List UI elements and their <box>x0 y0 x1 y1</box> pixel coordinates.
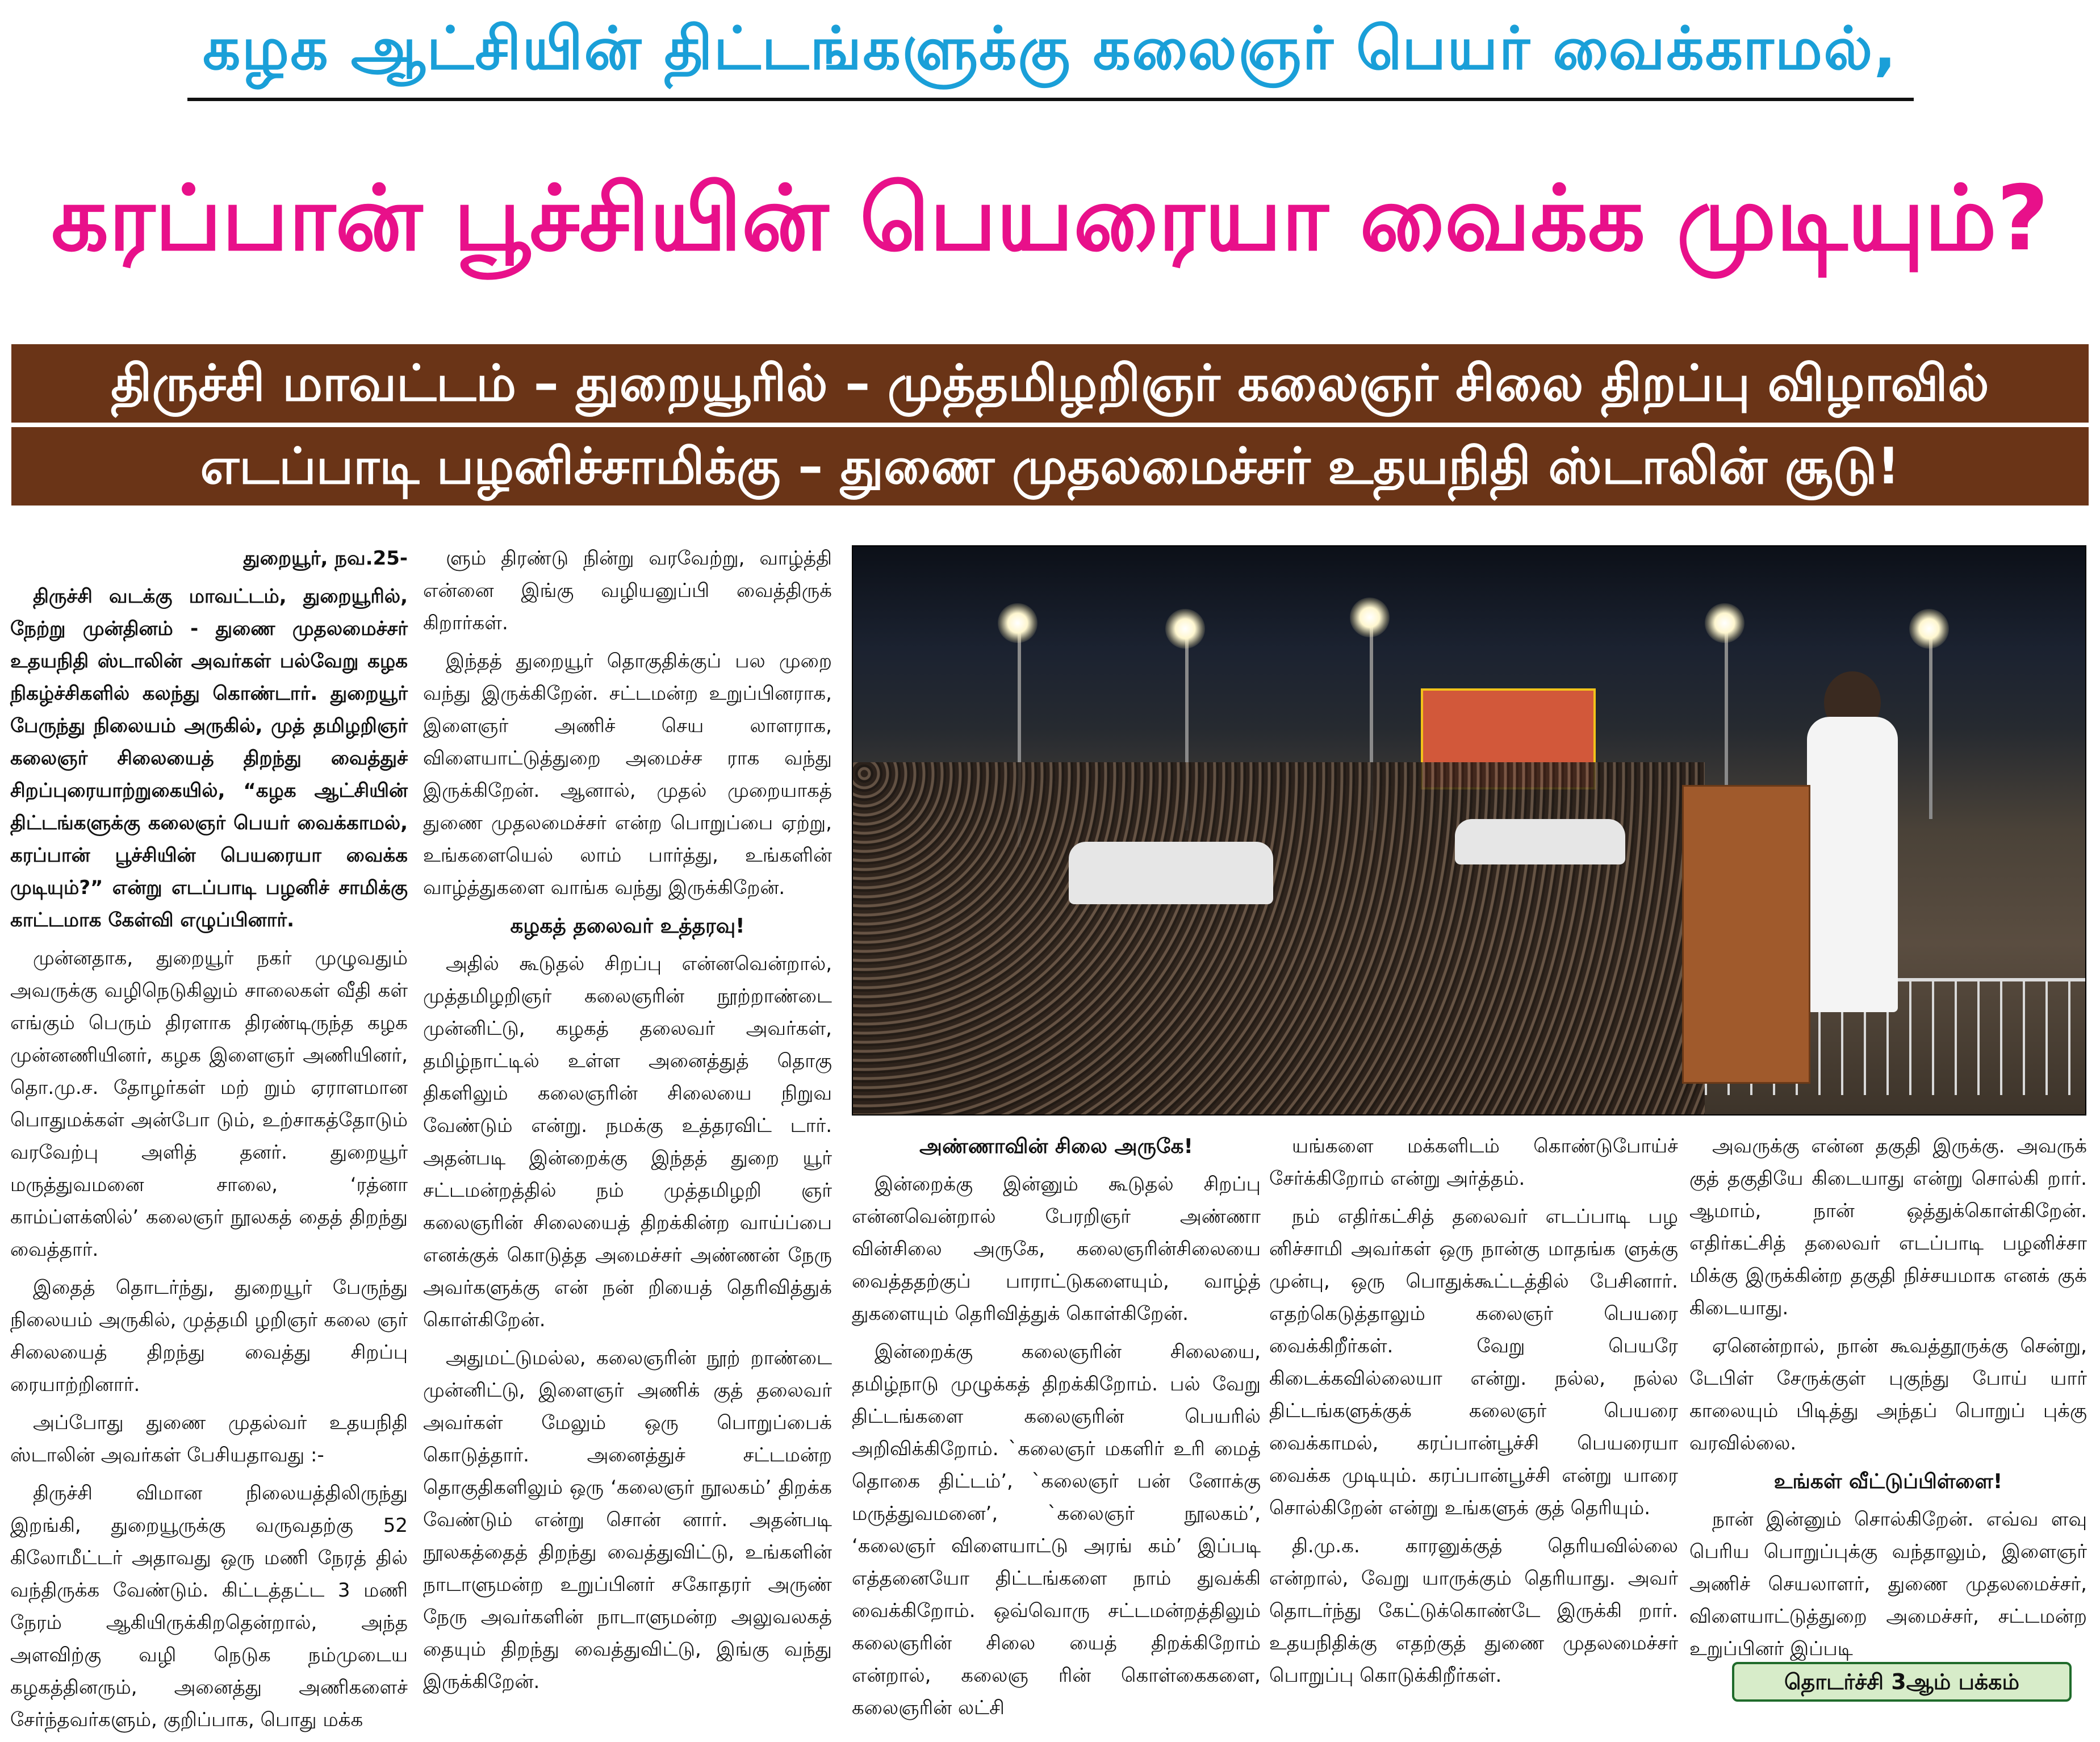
kicker-rule <box>187 98 1914 101</box>
floodlight <box>1705 603 1745 643</box>
podium <box>1682 785 1810 1084</box>
crowd <box>853 762 1705 1114</box>
paragraph: திருச்சி விமான நிலையத்திலிருந்து இறங்கி, துறையூருக்கு வருவதற்கு 52 கிலோமீட்டர் அதாவது ஒரு மணி நேரத் தில் வந்திருக்க வேண்டும். கிட்டத்தட்ட 3 மணி நேரம் ஆகியிருக்கிறதென்றால், அந்த அளவிற்கு வழி நெடுக நம்முடைய கழகத்தினரும், அனைத்து அணிகளைச் சேர்ந்தவர்களும், குறிப்பாக, பொது மக்க <box>10 1482 408 1731</box>
paragraph: தி.மு.க. காரனுக்குத் தெரியவில்லை என்றால், வேறு யாருக்கும் தெரியாது. அவர் தொடர்ந்து கேட்டுக்கொண்டே இருக்கி றார். உதயநிதிக்கு எதற்குத் துணை முதலமைச்சர் பொறுப்பு கொடுக்கிறீர்கள். <box>1269 1535 1678 1687</box>
article-column-2 <box>423 542 832 1704</box>
article-column-4 <box>1269 1130 1678 1698</box>
paragraph: இன்றைக்கு இன்னும் கூடுதல் சிறப்பு என்னவென்றால் பேரறிஞர் அண்ணா வின்சிலை அருகே, கலைஞரின்சிலையை வைத்ததற்குப் பாராட்டுகளையும், வாழ்த் துகளையும் தெரிவித்துக் கொள்கிறேன். <box>852 1173 1261 1325</box>
article-column-5 <box>1689 1130 2087 1671</box>
paragraph: யங்களை மக்களிடம் கொண்டுபோய்ச் சேர்க்கிறோம் என்று அர்த்தம். <box>1269 1135 1678 1190</box>
paragraph: திருச்சி வடக்கு மாவட்டம், துறையூரில், நேற்று முன்தினம் - துணை முதலமைச்சர் உதயநிதி ஸ்டாலின் அவர்கள் பல்வேறு கழக நிகழ்ச்சிகளில் கலந்து கொண்டார். துறையூர் பேருந்து நிலையம் அருகில், முத் தமிழறிஞர் கலைஞர் சிலையைத் திறந்து வைத்துச் சிறப்புரையாற்றுகையில், “கழக ஆட்சியின் திட்டங்களுக்கு கலைஞர் பெயர் வைக்காமல், கரப்பான் பூச்சியின் பெயரையா வைக்க முடியும்?” என்று எடப்பாடி பழனிச் சாமிக்கு காட்டமாக கேள்வி எழுப்பினார். <box>10 585 408 931</box>
paragraph: ளும் திரண்டு நின்று வரவேற்று, வாழ்த்தி என்னை இங்கு வழியனுப்பி வைத்திருக் கிறார்கள். <box>423 547 832 634</box>
paragraph: அவருக்கு என்ன தகுதி இருக்கு. அவருக் குத் தகுதியே கிடையாது என்று சொல்கி றார். ஆமாம், நான் ஒத்துக்கொள்கிறேன். எதிர்கட்சித் தலைவர் எடப்பாடி பழனிச்சா மிக்கு இருக்கின்ற தகுதி நிச்சயமாக எனக் குக் கிடையாது. <box>1689 1135 2087 1319</box>
paragraph: நான் இன்னும் சொல்கிறேன். எவ்வ ளவு பெரிய பொறுப்புக்கு வந்தாலும், இளைஞர் அணிச் செயலாளர், துணை முதலமைச்சர், விளையாட்டுத்துறை அமைச்சர், சட்டமன்ற உறுப்பினர் இப்படி <box>1689 1508 2087 1660</box>
dateline: துறையூர், நவ.25- <box>243 547 408 570</box>
event-photo <box>852 545 2086 1116</box>
article-column-1 <box>10 542 408 1742</box>
banner-line-1: திருச்சி மாவட்டம் – துறையூரில் – முத்தமிழறிஞர் கலைஞர் சிலை திறப்பு விழாவில் <box>11 344 2089 423</box>
subheadline-banner <box>11 339 2089 506</box>
car <box>1069 842 1273 904</box>
subheading: உங்கள் வீட்டுப்பிள்ளை! <box>1773 1470 2003 1493</box>
paragraph: ஏனென்றால், நான் கூவத்தூருக்கு சென்று, டேபிள் சேருக்குள் புகுந்து போய் யார் காலையும் பிடித்து அந்தப் பொறுப் புக்கு வரவில்லை. <box>1689 1335 2087 1455</box>
speaker <box>1807 717 1898 1012</box>
paragraph: இதைத் தொடர்ந்து, துறையூர் பேருந்து நிலையம் அருகில், முத்தமி ழறிஞர் கலை ஞர் சிலையைத் திறந்து வைத்து சிறப்பு ரையாற்றினார். <box>10 1276 408 1396</box>
paragraph: இன்றைக்கு கலைஞரின் சிலையை, தமிழ்நாடு முழுக்கத் திறக்கிறோம். பல் வேறு திட்டங்களை கலைஞரின் பெயரில் அறிவிக்கிறோம். `கலைஞர் மகளிர் உரி மைத் தொகை திட்டம்’, `கலைஞர் பன் னோக்கு மருத்துவமனை’, `கலைஞர் நூலகம்’, ‘கலைஞர் விளையாட்டு அரங் கம்’ இப்படி எத்தனையோ திட்டங்களை நாம் துவக்கி வைக்கிறோம். ஒவ்வொரு சட்டமன்றத்திலும் கலைஞரின் சிலை யைத் திறக்கிறோம் என்றால், கலைஞ ரின் கொள்கைகளை, கலைஞரின் லட்சி <box>852 1340 1261 1719</box>
main-headline: கரப்பான் பூச்சியின் பெயரையா வைக்க முடியும்? <box>51 166 2049 271</box>
paragraph: அப்போது துணை முதல்வர் உதயநிதி ஸ்டாலின் அவர்கள் பேசியதாவது :- <box>10 1411 408 1467</box>
banner-line-2: எடப்பாடி பழனிச்சாமிக்கு – துணை முதலமைச்சர் உதயநிதி ஸ்டாலின் சூடு! <box>11 427 2089 506</box>
floodlight <box>1165 609 1205 649</box>
paragraph: முன்னதாக, துறையூர் நகர் முழுவதும் அவருக்கு வழிநெடுகிலும் சாலைகள் வீதி கள் எங்கும் பெரும் திரளாக திரண்டிருந்த கழக முன்னணியினர், கழக இளைஞர் அணியினர், தொ.மு.ச. தோழர்கள் மற் றும் ஏராளமான பொதுமக்கள் அன்போ டும், உற்சாகத்தோடும் வரவேற்பு அளித் தனர். துறையூர் மருத்துவமனை சாலை, ‘ரத்னா காம்ப்ளக்ஸில்’ கலைஞர் நூலகத் தைத் திறந்து வைத்தார். <box>10 947 408 1261</box>
continued-on-page-box: தொடர்ச்சி 3ஆம் பக்கம் <box>1732 1662 2072 1702</box>
paragraph: அதில் கூடுதல் சிறப்பு என்னவென்றால், முத்தமிழறிஞர் கலைஞரின் நூற்றாண்டை முன்னிட்டு, கழகத் தலைவர் அவர்கள், தமிழ்நாட்டில் உள்ள அனைத்துத் தொகு திகளிலும் கலைஞரின் சிலையை நிறுவ வேண்டும் என்று. நமக்கு உத்தரவிட் டார். அதன்படி இன்றைக்கு இந்தத் துறை யூர் சட்டமன்றத்தில் நம் முத்தமிழறி ஞர் கலைஞரின் சிலையைத் திறக்கின்ற வாய்ப்பை எனக்குக் கொடுத்த அமைச்சர் அண்ணன் நேரு அவர்களுக்கு என் நன் றியைத் தெரிவித்துக் கொள்கிறேன். <box>423 953 832 1331</box>
floodlight <box>998 603 1038 643</box>
kicker-headline: கழக ஆட்சியின் திட்டங்களுக்கு கலைஞர் பெயர் வைக்காமல், <box>202 14 1897 83</box>
subheading: கழகத் தலைவர் உத்தரவு! <box>510 914 745 938</box>
subheading: அண்ணாவின் சிலை அருகே! <box>919 1135 1193 1158</box>
article-column-3 <box>852 1130 1261 1730</box>
paragraph: இந்தத் துறையூர் தொகுதிக்குப் பல முறை வந்து இருக்கிறேன். சட்டமன்ற உறுப்பினராக, இளைஞர் அணிச் செய லாளராக, விளையாட்டுத்துறை அமைச்ச ராக வந்து இருக்கிறேன். ஆனால், முதல் முறையாகத் துணை முதலமைச்சர் என்ற பொறுப்பை ஏற்று, உங்களையெல் லாம் பார்த்து, உங்களின் வாழ்த்துகளை வாங்க வந்து இருக்கிறேன். <box>423 650 832 899</box>
floodlight <box>1350 598 1390 637</box>
paragraph: நம் எதிர்கட்சித் தலைவர் எடப்பாடி பழ னிச்சாமி அவர்கள் ஒரு நான்கு மாதங்க ளுக்கு முன்பு, ஒரு பொதுக்கூட்டத்தில் பேசினார். எதற்கெடுத்தாலும் கலைஞர் பெயரை வைக்கிறீர்கள். வேறு பெயரே கிடைக்கவில்லையா என்று. நல்ல, நல்ல திட்டங்களுக்குக் கலைஞர் பெயரை வைக்காமல், கரப்பான்பூச்சி பெயரையா வைக்க முடியும். கரப்பான்பூச்சி என்று யாரை சொல்கிறேன் என்று உங்களுக் குத் தெரியும். <box>1269 1205 1678 1519</box>
light-pole <box>1929 626 1932 819</box>
car <box>1455 819 1625 864</box>
floodlight <box>1909 609 1949 649</box>
paragraph: அதுமட்டுமல்ல, கலைஞரின் நூற் றாண்டை முன்னிட்டு, இளைஞர் அணிக் குத் தலைவர் அவர்கள் மேலும் ஒரு பொறுப்பைக் கொடுத்தார். அனைத்துச் சட்டமன்ற தொகுதிகளிலும் ஒரு ‘கலைஞர் நூலகம்’ திறக்க வேண்டும் என்று சொன் னார். அதன்படி நூலகத்தைத் திறந்து வைத்துவிட்டு, உங்களின் நாடாளுமன்ற உறுப்பினர் சகோதரர் அருண் நேரு அவர்களின் நாடாளுமன்ற அலுவலகத் தையும் திறந்து வைத்துவிட்டு, இங்கு வந்து இருக்கிறேன். <box>423 1347 832 1693</box>
